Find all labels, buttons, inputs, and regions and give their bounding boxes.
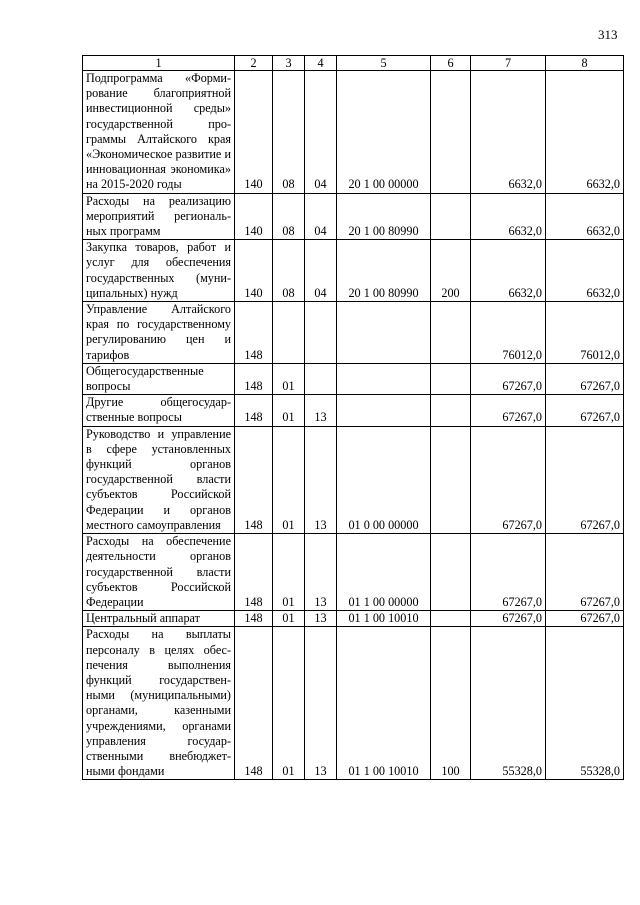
col-header-2: 2 — [235, 56, 273, 71]
expense-type-code — [431, 611, 471, 627]
col-header-3: 3 — [273, 56, 305, 71]
expense-type-code: 200 — [431, 240, 471, 302]
subsection-code: 13 — [305, 534, 337, 611]
table-row — [83, 611, 624, 627]
amount-col8: 67267,0 — [546, 363, 624, 394]
ministry-code: 140 — [235, 71, 273, 194]
expense-type-code — [431, 395, 471, 426]
subsection-code — [305, 302, 337, 364]
target-code: 20 1 00 00000 — [337, 71, 431, 194]
row-name: Расходы на реализацию мероприятий региональных программ — [83, 193, 235, 240]
row-name: Центральный аппарат — [83, 611, 235, 627]
target-code: 01 1 00 10010 — [337, 611, 431, 627]
col-header-5: 5 — [337, 56, 431, 71]
table-row — [83, 193, 624, 240]
row-name: Другие общегосударственные вопросы — [83, 395, 235, 426]
amount-col7: 67267,0 — [471, 426, 546, 533]
table-row — [83, 534, 624, 611]
subsection-code: 04 — [305, 193, 337, 240]
section-code: 08 — [273, 71, 305, 194]
amount-col7: 6632,0 — [471, 193, 546, 240]
target-code: 01 1 00 10010 — [337, 627, 431, 780]
ministry-code: 148 — [235, 395, 273, 426]
amount-col8: 76012,0 — [546, 302, 624, 364]
amount-col8: 6632,0 — [546, 240, 624, 302]
header-row — [83, 56, 624, 71]
table-row — [83, 395, 624, 426]
expense-type-code — [431, 426, 471, 533]
ministry-code: 148 — [235, 534, 273, 611]
subsection-code — [305, 363, 337, 394]
target-code: 20 1 00 80990 — [337, 193, 431, 240]
section-code: 08 — [273, 193, 305, 240]
col-header-6: 6 — [431, 56, 471, 71]
amount-col8: 67267,0 — [546, 611, 624, 627]
ministry-code: 140 — [235, 240, 273, 302]
row-name: Общегосударственные вопросы — [83, 363, 235, 394]
col-header-7: 7 — [471, 56, 546, 71]
expense-type-code — [431, 193, 471, 240]
col-header-4: 4 — [305, 56, 337, 71]
table-row — [83, 363, 624, 394]
row-name: Расходы на выплаты персоналу в целях обеспечения выполнения функций государственными (муниципальными) органами, казенными учреждениями, органами управления государственными внебюджетными фондами — [83, 627, 235, 780]
amount-col8: 6632,0 — [546, 71, 624, 194]
ministry-code: 148 — [235, 611, 273, 627]
ministry-code: 148 — [235, 363, 273, 394]
expense-type-code — [431, 534, 471, 611]
row-name: Подпрограмма «Формирование благоприятной инвестиционной среды» государственной программы Алтайского края «Экономическое развитие и инновационная экономика» на 2015-2020 годы — [83, 71, 235, 194]
expense-type-code: 100 — [431, 627, 471, 780]
section-code — [273, 302, 305, 364]
amount-col7: 6632,0 — [471, 71, 546, 194]
col-header-8: 8 — [546, 56, 624, 71]
subsection-code: 13 — [305, 395, 337, 426]
page-number: 313 — [598, 27, 618, 42]
expense-type-code — [431, 71, 471, 194]
col-header-1: 1 — [83, 56, 235, 71]
section-code: 01 — [273, 395, 305, 426]
table-row — [83, 302, 624, 364]
amount-col8: 67267,0 — [546, 534, 624, 611]
target-code — [337, 302, 431, 364]
subsection-code: 04 — [305, 240, 337, 302]
target-code: 01 1 00 00000 — [337, 534, 431, 611]
amount-col8: 67267,0 — [546, 395, 624, 426]
subsection-code: 04 — [305, 71, 337, 194]
budget-table — [82, 55, 624, 780]
section-code: 08 — [273, 240, 305, 302]
amount-col7: 6632,0 — [471, 240, 546, 302]
section-code: 01 — [273, 611, 305, 627]
target-code — [337, 363, 431, 394]
row-name: Руководство и управление в сфере установленных функций органов государственной власти субъектов Российской Федерации и органов местного самоуправления — [83, 426, 235, 533]
row-name: Управление Алтайского края по государственному регулированию цен и тарифов — [83, 302, 235, 364]
table-row — [83, 71, 624, 194]
expense-type-code — [431, 302, 471, 364]
subsection-code: 13 — [305, 627, 337, 780]
target-code: 20 1 00 80990 — [337, 240, 431, 302]
ministry-code: 148 — [235, 426, 273, 533]
section-code: 01 — [273, 426, 305, 533]
row-name: Закупка товаров, работ и услуг для обеспечения государственных (муниципальных) нужд — [83, 240, 235, 302]
section-code: 01 — [273, 363, 305, 394]
amount-col7: 67267,0 — [471, 534, 546, 611]
amount-col7: 55328,0 — [471, 627, 546, 780]
expense-type-code — [431, 363, 471, 394]
subsection-code: 13 — [305, 426, 337, 533]
amount-col8: 55328,0 — [546, 627, 624, 780]
table-row — [83, 426, 624, 533]
subsection-code: 13 — [305, 611, 337, 627]
section-code: 01 — [273, 627, 305, 780]
row-name: Расходы на обеспечение деятельности органов государственной власти субъектов Российской Федерации — [83, 534, 235, 611]
section-code: 01 — [273, 534, 305, 611]
ministry-code: 140 — [235, 193, 273, 240]
amount-col8: 6632,0 — [546, 193, 624, 240]
ministry-code: 148 — [235, 627, 273, 780]
amount-col7: 76012,0 — [471, 302, 546, 364]
amount-col7: 67267,0 — [471, 363, 546, 394]
table-row — [83, 240, 624, 302]
amount-col8: 67267,0 — [546, 426, 624, 533]
ministry-code: 148 — [235, 302, 273, 364]
table-row — [83, 627, 624, 780]
amount-col7: 67267,0 — [471, 395, 546, 426]
amount-col7: 67267,0 — [471, 611, 546, 627]
target-code — [337, 395, 431, 426]
target-code: 01 0 00 00000 — [337, 426, 431, 533]
